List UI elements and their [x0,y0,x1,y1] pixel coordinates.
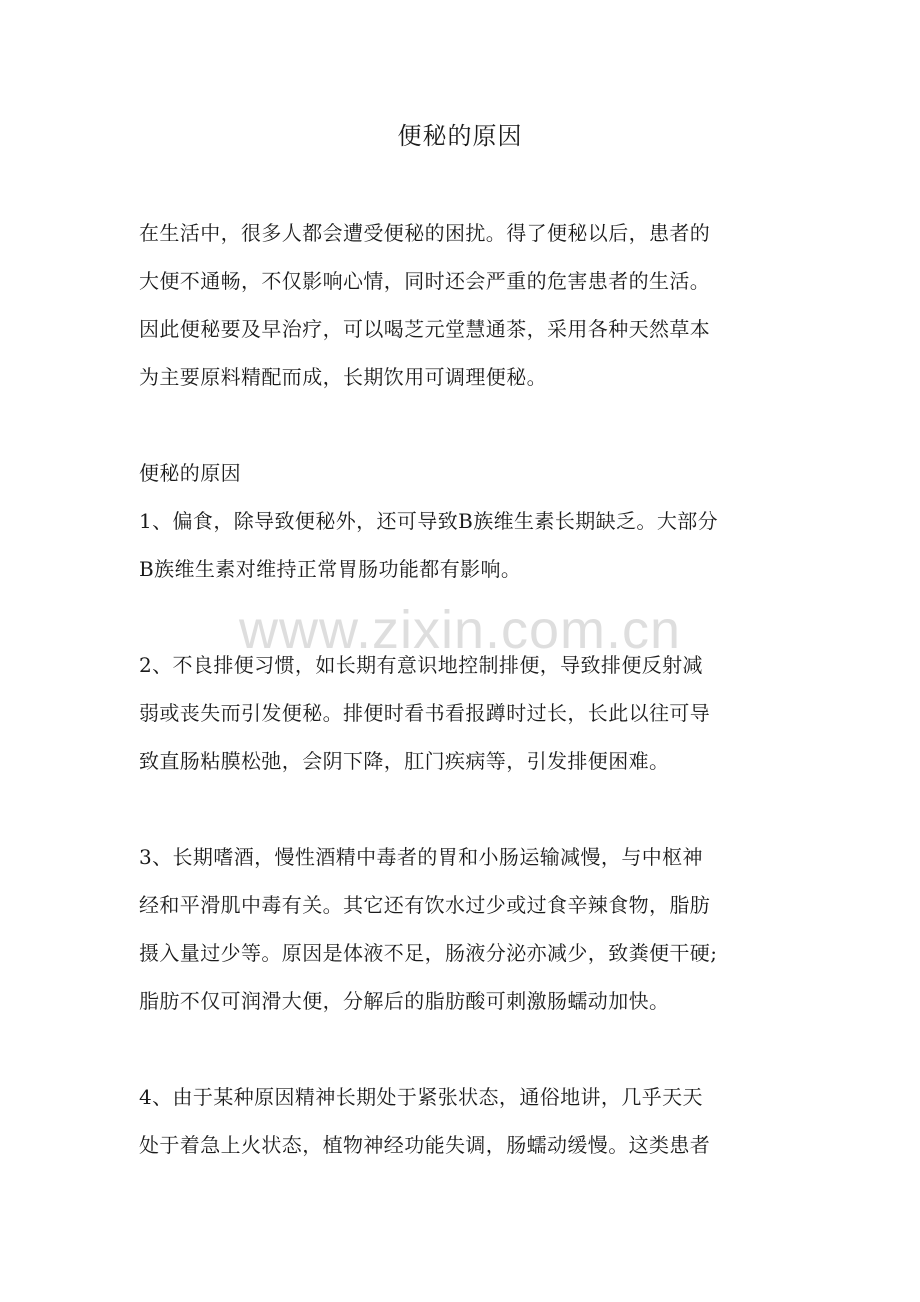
intro-line-2: 大便不通畅，不仅影响心情，同时还会严重的危害患者的生活。 [139,269,711,293]
intro-line-1: 在生活中，很多人都会遭受便秘的困扰。得了便秘以后，患者的 [139,221,711,245]
intro-line-4: 为主要原料精配而成，长期饮用可调理便秘。 [139,365,547,389]
item3-line-4: 脂肪不仅可润滑大便，分解后的脂肪酸可刺激肠蠕动加快。 [139,989,670,1013]
item2-line-1: 2、不良排便习惯，如长期有意识地控制排便，导致排便反射减 [139,653,703,677]
item2-line-2: 弱或丧失而引发便秘。排便时看书看报蹲时过长，长此以往可导 [139,701,711,725]
watermark-text: www.zixin.com.cn [238,600,682,660]
intro-line-3: 因此便秘要及早治疗，可以喝芝元堂慧通茶，采用各种天然草本 [139,317,711,341]
document-title: 便秘的原因 [397,122,523,150]
section-heading: 便秘的原因 [139,461,241,485]
item4-line-1: 4、由于某种原因精神长期处于紧张状态，通俗地讲，几乎天天 [139,1085,703,1109]
item3-line-1: 3、长期嗜酒，慢性酒精中毒者的胃和小肠运输减慢，与中枢神 [139,845,703,869]
item3-line-2: 经和平滑肌中毒有关。其它还有饮水过少或过食辛辣食物，脂肪 [139,893,711,917]
item4-line-2: 处于着急上火状态，植物神经功能失调，肠蠕动缓慢。这类患者 [139,1133,711,1157]
item1-line-1: 1、偏食，除导致便秘外，还可导致B族维生素长期缺乏。大部分 [139,509,719,533]
item3-line-3: 摄入量过少等。原因是体液不足，肠液分泌亦减少，致粪便干硬; [139,941,718,965]
item1-line-2: B族维生素对维持正常胃肠功能都有影响。 [139,557,522,581]
item2-line-3: 致直肠粘膜松弛，会阴下降，肛门疾病等，引发排便困难。 [139,749,670,773]
